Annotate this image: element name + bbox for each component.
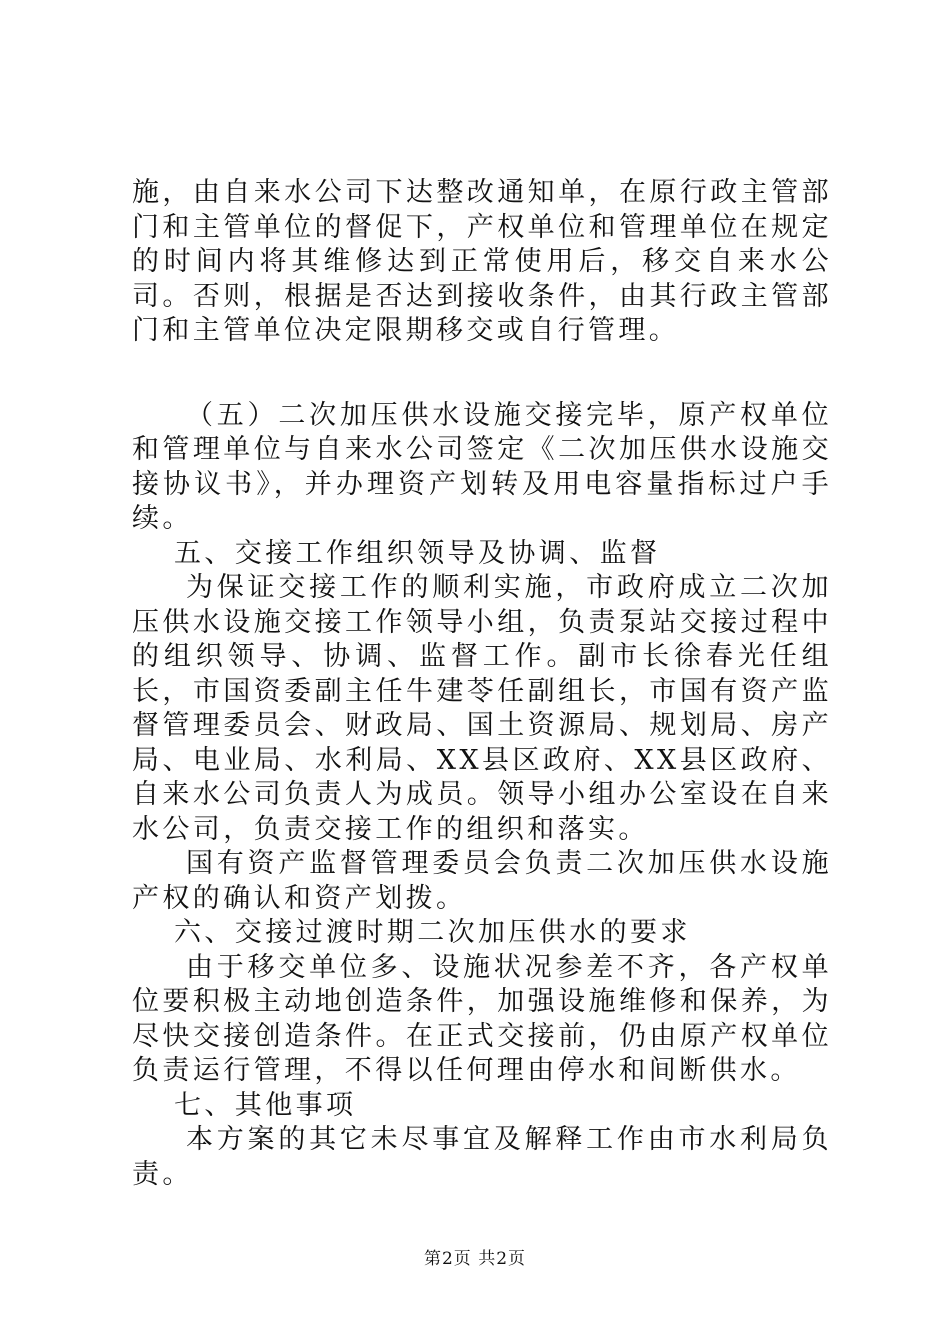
paragraph-transition-requirements: 由于移交单位多、设施状况参差不齐，各产权单位要积极主动地创造条件，加强设施维修和保养，为尽快交接创造条件。在正式交接前，仍由原产权单位负责运行管理，不得以任何理由停水和间断供水。 [132,951,832,1086]
section-heading-7: 七、其他事项 [174,1089,357,1121]
document-body [132,176,832,1192]
paragraph-gap [132,349,832,399]
paragraph-asset-committee: 国有资产监督管理委员会负责二次加压供水设施产权的确认和资产划拨。 [132,848,832,914]
paragraph-leadership-group: 为保证交接工作的顺利实施，市政府成立二次加压供水设施交接工作领导小组，负责泵站交接过程中的组织领导、协调、监督工作。副市长徐春光任组长，市国资委副主任牛建苓任副组长，市国有资产监督管理委员会、财政局、国土资源局、规划局、房产局、电业局、水利局、XX县区政府、XX县区政府、自来水公司负责人为成员。领导小组办公室设在自来水公司，负责交接工作的组织和落实。 [132,572,832,845]
paragraph-other-matters: 本方案的其它未尽事宜及解释工作由市水利局负责。 [132,1124,832,1190]
page-footer: 第2页 共2页 [423,1249,527,1269]
paragraph-handover-agreement: （五）二次加压供水设施交接完毕，原产权单位和管理单位与自来水公司签定《二次加压供水设施交接协议书》，并办理资产划转及用电容量指标过户手续。 [132,399,832,534]
section-heading-6: 六、交接过渡时期二次加压供水的要求 [174,917,691,948]
section-heading-5: 五、交接工作组织领导及协调、监督 [174,537,661,569]
paragraph-continuation: 施，由自来水公司下达整改通知单，在原行政主管部门和主管单位的督促下，产权单位和管理单位在规定的时间内将其维修达到正常使用后，移交自来水公司。否则，根据是否达到接收条件，由其行政主管部门和主管单位决定限期移交或自行管理。 [132,177,832,346]
